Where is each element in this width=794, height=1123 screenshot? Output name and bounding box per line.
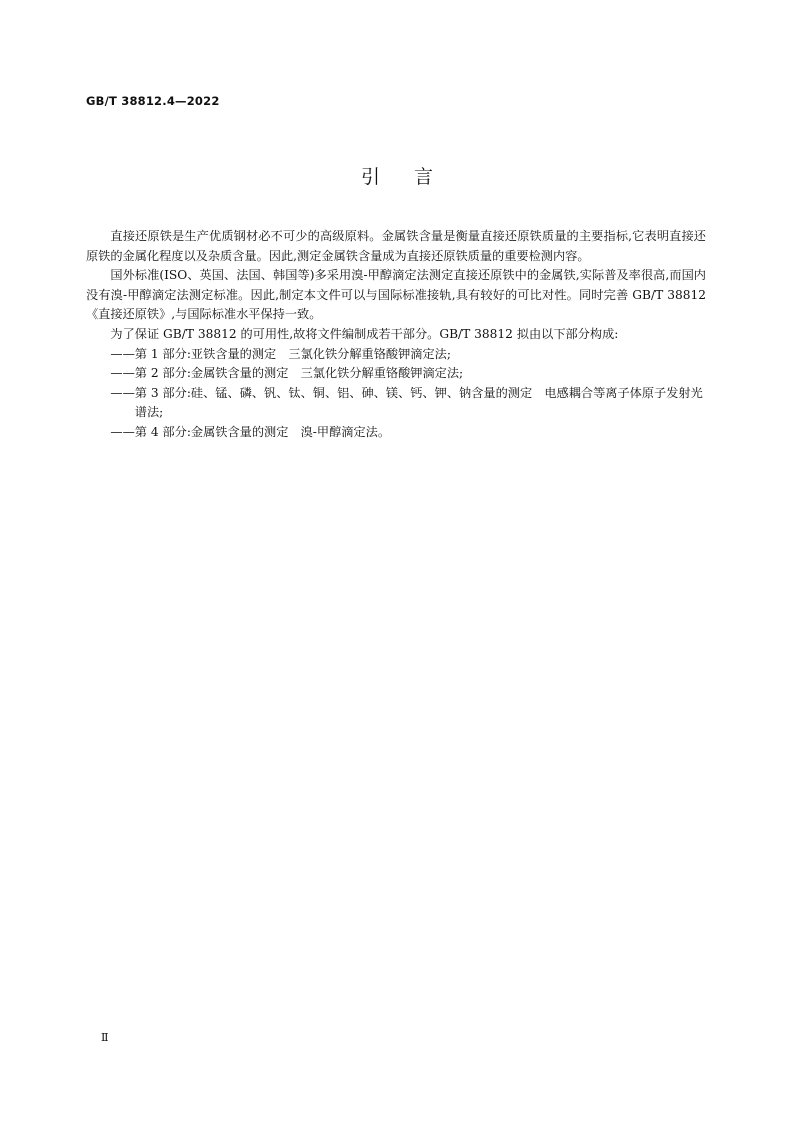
- part-4-text: 第 4 部分:金属铁含量的测定 溴-甲醇滴定法。: [134, 424, 391, 439]
- paragraph-foreign-standards: 国外标准(ISO、英国、法国、韩国等)多采用溴-甲醇滴定法测定直接还原铁中的金属铁,实际普及率很高,而国内没有溴-甲醇滴定法测定标准。因此,制定本文件可以与国际标准接轨,具有较好的可比对性。同时完善 GB/T 38812《直接还原铁》,与国际标准水平保持一致。: [86, 268, 706, 322]
- part-1-text: 第 1 部分:亚铁含量的测定 三氯化铁分解重铬酸钾滴定法;: [134, 346, 451, 361]
- part-2-text: 第 2 部分:金属铁含量的测定 三氯化铁分解重铬酸钾滴定法;: [134, 366, 464, 381]
- dash-marker: ——: [110, 366, 135, 381]
- list-item: [86, 423, 706, 443]
- dash-marker: ——: [110, 346, 135, 361]
- standard-code: GB/T 38812.4—2022: [86, 94, 220, 108]
- page-number: Ⅱ: [101, 1031, 109, 1044]
- part-3-text: 第 3 部分:硅、锰、磷、钒、钛、铜、铝、砷、镁、钙、钾、钠含量的测定 电感耦合等离子体原子发射光谱法;: [134, 385, 703, 420]
- dash-marker: ——: [110, 424, 135, 439]
- dash-marker: ——: [110, 385, 135, 400]
- list-item: [86, 364, 706, 384]
- page-title: 引言: [360, 166, 467, 188]
- paragraph-parts-lead: 为了保证 GB/T 38812 的可用性,故将文件编制成若干部分。GB/T 38812 拟由以下部分构成:: [110, 326, 619, 341]
- parts-list: [86, 345, 706, 443]
- list-item: [86, 384, 706, 423]
- introduction-body: [86, 227, 706, 443]
- paragraph-intro: 直接还原铁是生产优质钢材必不可少的高级原料。金属铁含量是衡量直接还原铁质量的主要指标,它表明直接还原铁的金属化程度以及杂质含量。因此,测定金属铁含量成为直接还原铁质量的重要检测内容。: [86, 229, 706, 263]
- list-item: [86, 345, 706, 365]
